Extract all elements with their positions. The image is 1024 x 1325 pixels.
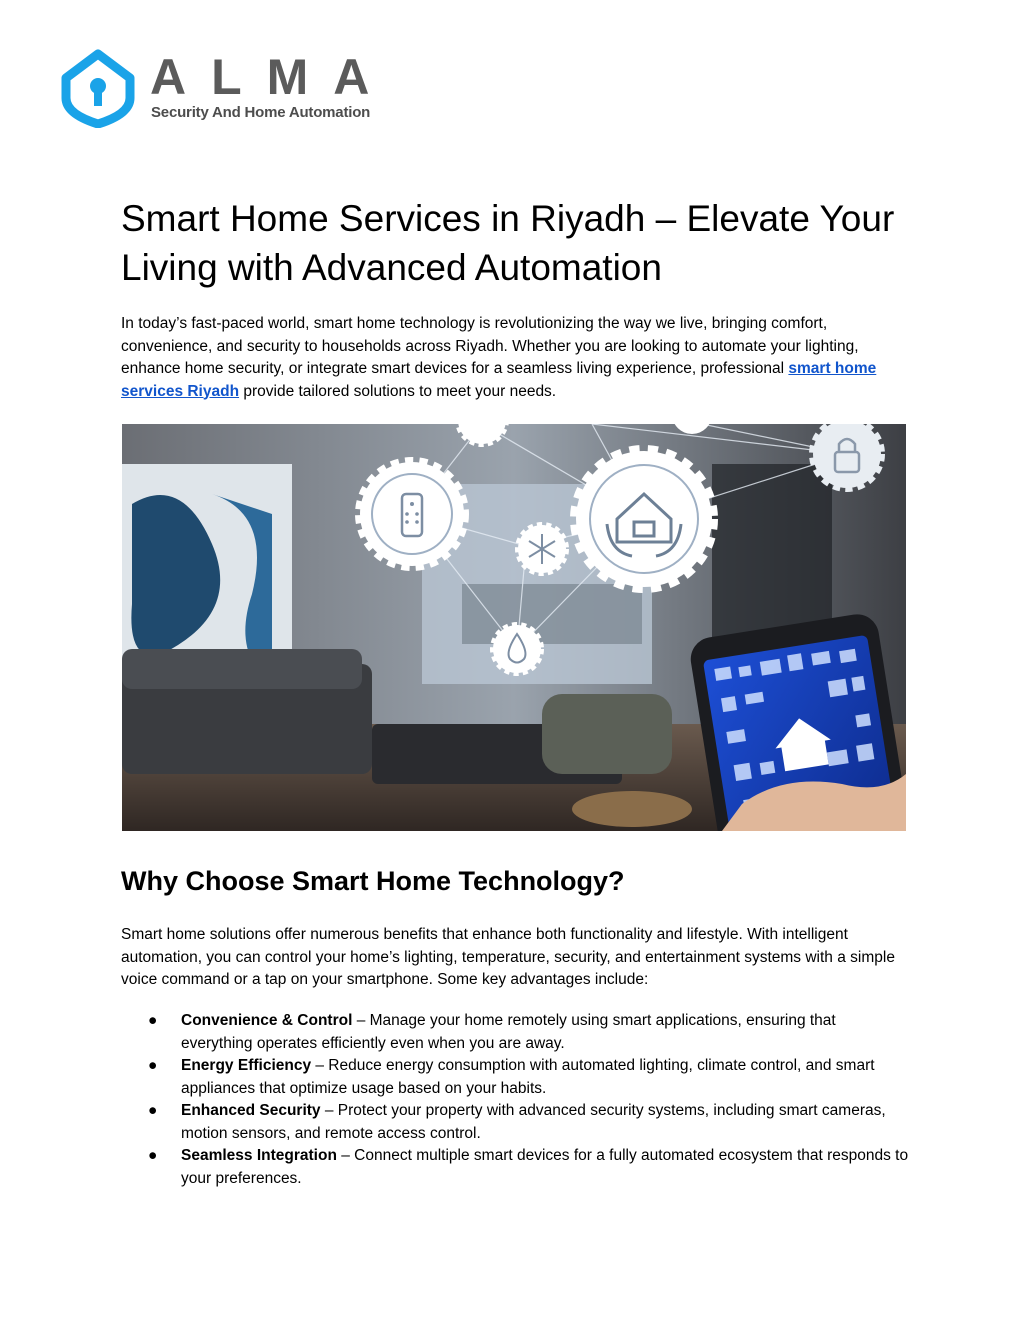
hero-image bbox=[122, 424, 906, 831]
page-title: Smart Home Services in Riyadh – Elevate Your Living with Advanced Automation bbox=[121, 198, 895, 288]
bullet: ● bbox=[148, 1012, 158, 1029]
company-logo bbox=[60, 48, 395, 128]
benefits-list bbox=[121, 1010, 911, 1190]
bullet: ● bbox=[148, 1057, 158, 1074]
logo-brand: ALMA bbox=[150, 49, 395, 105]
benefit-text: – Manage your home remotely using smart applications, ensuring that everything operates efficiently even when you are away. bbox=[181, 1012, 836, 1052]
benefit-text: – Protect your property with advanced security systems, including smart cameras, motion sensors, and remote access control. bbox=[181, 1102, 886, 1142]
smart-home-services-link[interactable]: smart home services Riyadh bbox=[121, 360, 877, 400]
benefit-text: – Reduce energy consumption with automated lighting, climate control, and smart appliances that optimize usage based on your habits. bbox=[181, 1057, 875, 1097]
benefit-text: – Connect multiple smart devices for a fully automated ecosystem that responds to your preferences. bbox=[181, 1147, 909, 1187]
list-item bbox=[121, 1100, 911, 1145]
section-heading: Why Choose Smart Home Technology? bbox=[121, 866, 625, 896]
remote-gear-icon bbox=[360, 462, 464, 566]
intro-paragraph bbox=[121, 313, 911, 403]
benefit-title: Energy Efficiency bbox=[181, 1057, 312, 1074]
section-paragraph: Smart home solutions offer numerous benefits that enhance both functionality and lifestyle. With intelligent automation, you can control your home’s lighting, temperature, security, and entertainment systems with a simple voice command or a tap on your smartphone. Some key advantages include: bbox=[121, 926, 895, 988]
intro-text-before: In today’s fast-paced world, smart home technology is revolutionizing the way we live, bringing comfort, convenience, and security to households across Riyadh. Whether you are looking to automate your lighting, enhance home security, or integrate smart devices for a seamless living experience, professional bbox=[121, 315, 859, 377]
water-drop-gear-icon bbox=[493, 625, 541, 673]
intro-text-after: provide tailored solutions to meet your needs. bbox=[239, 382, 557, 400]
benefit-title: Seamless Integration bbox=[181, 1147, 337, 1164]
list-item bbox=[121, 1145, 911, 1190]
bullet: ● bbox=[148, 1147, 158, 1164]
list-item bbox=[121, 1010, 911, 1055]
snowflake-gear-icon bbox=[518, 525, 566, 573]
benefit-title: Convenience & Control bbox=[181, 1012, 353, 1029]
logo-tagline: Security And Home Automation bbox=[151, 104, 371, 121]
benefit-title: Enhanced Security bbox=[181, 1102, 321, 1119]
bullet: ● bbox=[148, 1102, 158, 1119]
list-item bbox=[121, 1055, 911, 1100]
home-care-gear-icon bbox=[576, 451, 712, 587]
shield-house-keyhole-icon bbox=[60, 48, 140, 128]
